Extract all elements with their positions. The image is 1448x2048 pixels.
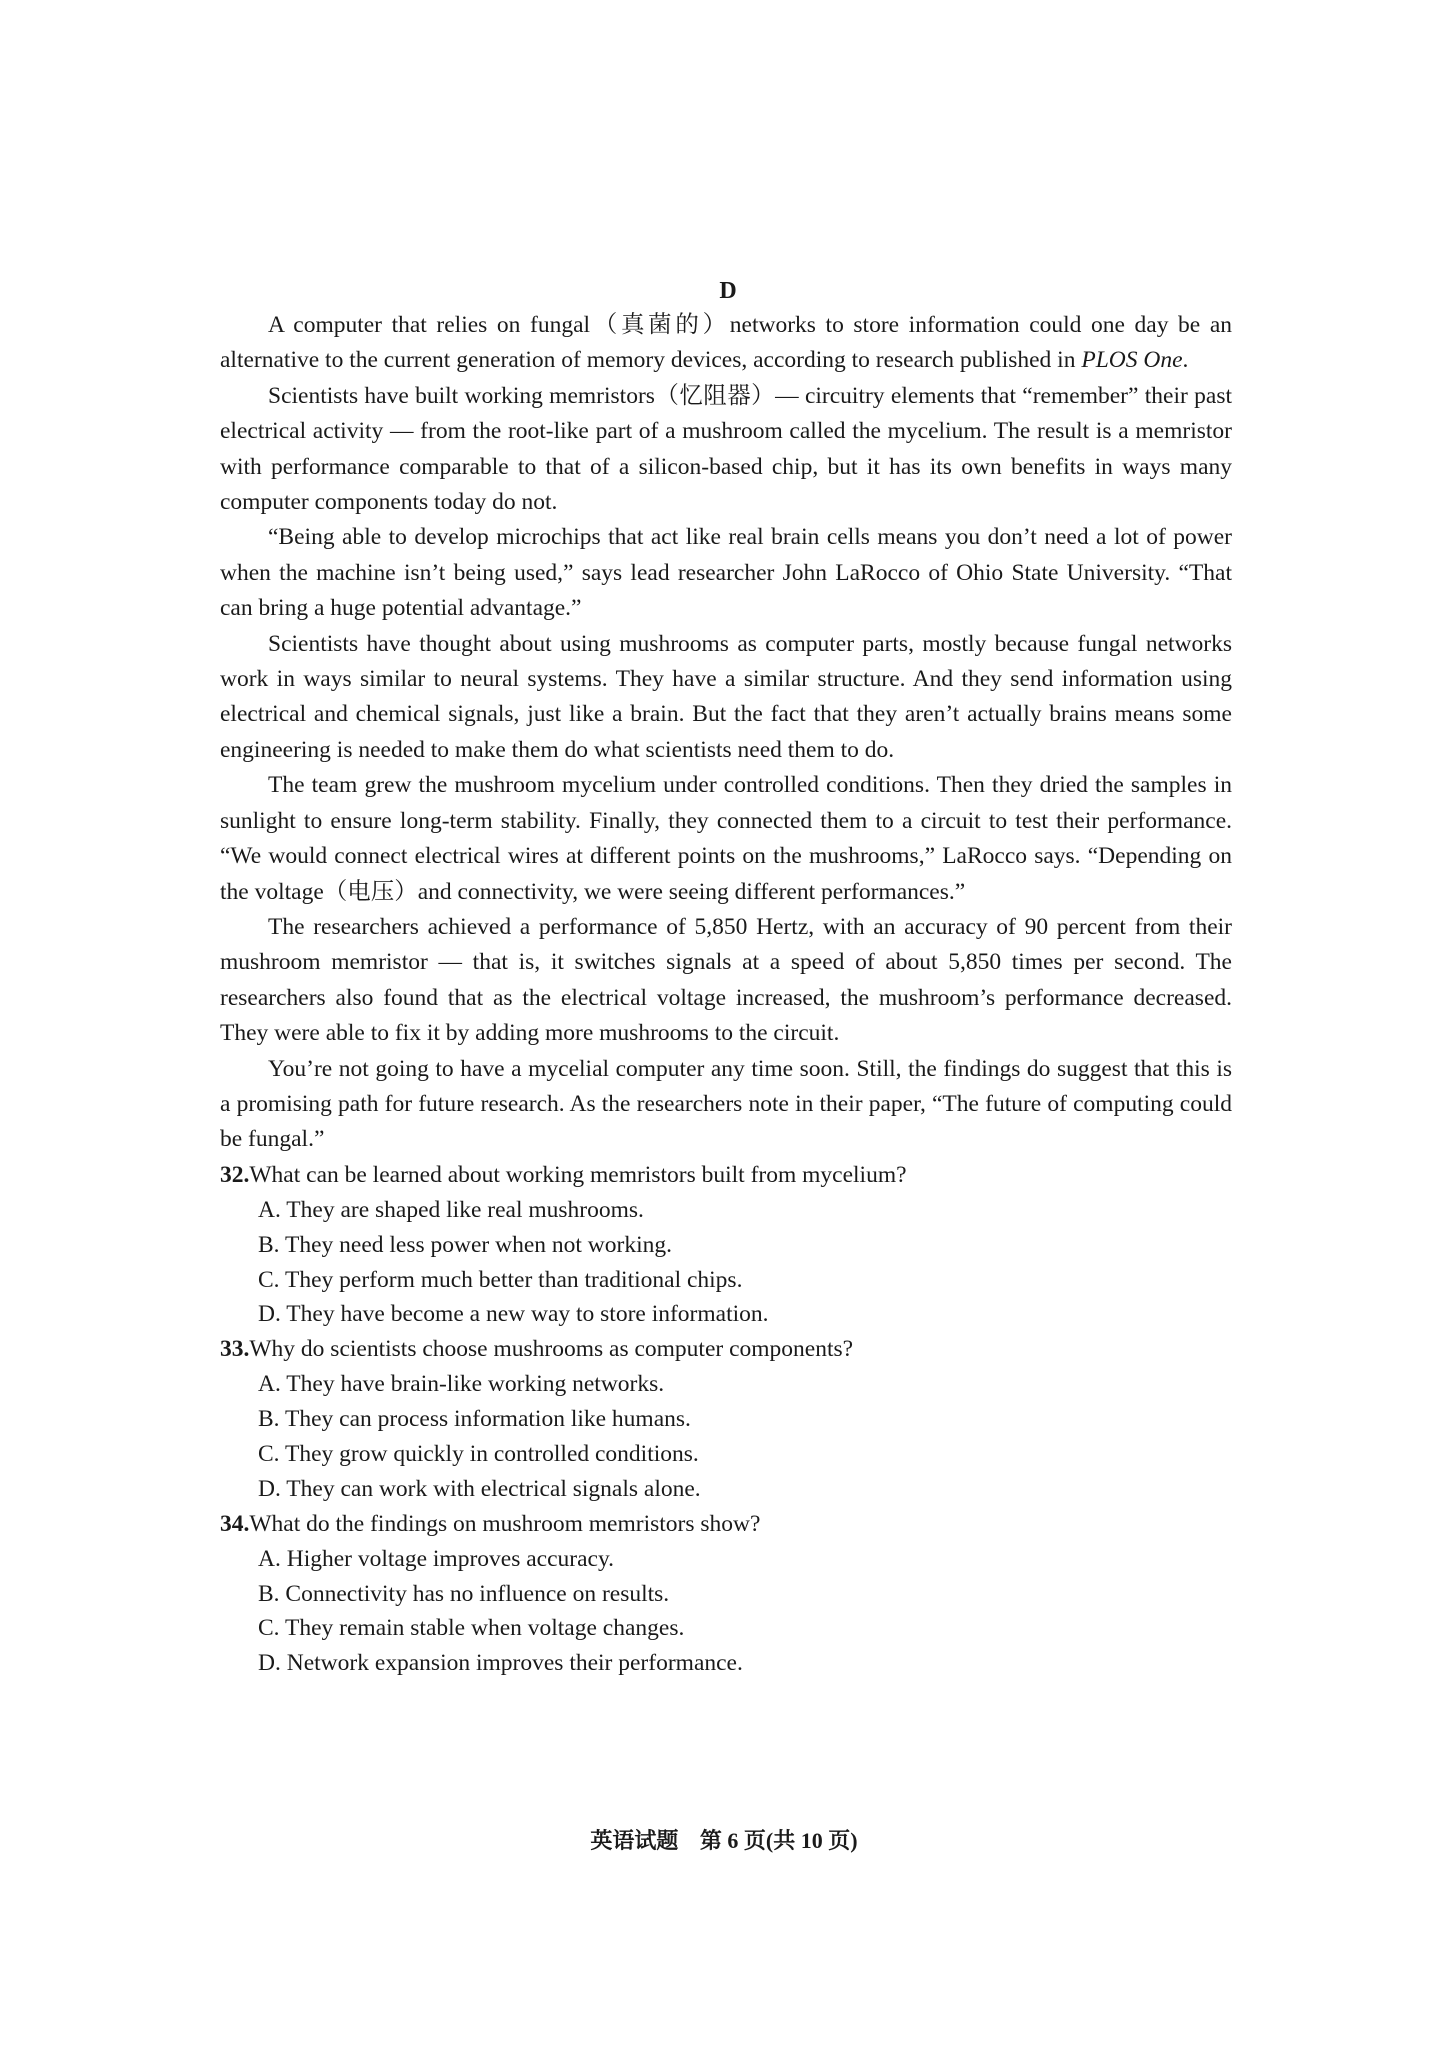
option-a: A. They have brain-like working networks.: [258, 1371, 665, 1398]
passage-paragraph-5: The team grew the mushroom mycelium under controlled conditions. Then they dried the samples in sunlight to ensure long-term stability. Finally, they connected them to a circuit to test their performance. “We would connect electrical wires at different points on the mushrooms,” LaRocco says. “Depending on the voltage（电压）and connectivity, we were seeing different performances.”: [220, 772, 1232, 905]
passage-paragraph-2: Scientists have built working memristors（忆阻器）— circuitry elements that “remember” their past electrical activity — from the root-like part of a mushroom called the mycelium. The result is a memristor with performance comparable to that of a silicon-based chip, but it has its own benefits in ways many computer components today do not.: [220, 382, 1232, 516]
option-a: A. They are shaped like real mushrooms.: [258, 1196, 644, 1223]
option-c: C. They remain stable when voltage changes.: [258, 1615, 685, 1642]
passage-paragraph-1: [220, 308, 1232, 379]
option-d: D. Network expansion improves their performance.: [258, 1650, 743, 1677]
question-number: 34.: [220, 1510, 250, 1537]
passage-paragraph-6: The researchers achieved a performance of 5,850 Hertz, with an accuracy of 90 percent from their mushroom memristor — that is, it switches signals at a speed of about 5,850 times per second. The researchers also found that as the electrical voltage increased, the mushroom’s performance decreased. They were able to fix it by adding more mushrooms to the circuit.: [220, 913, 1232, 1047]
option-a: A. Higher voltage improves accuracy.: [258, 1545, 615, 1572]
option-d: D. They have become a new way to store information.: [258, 1301, 769, 1328]
page-footer: [0, 1826, 1448, 1856]
option-c: C. They grow quickly in controlled conditions.: [258, 1440, 699, 1467]
option-b: B. They can process information like humans.: [258, 1406, 691, 1433]
question-number: 33.: [220, 1336, 250, 1363]
question-34: [220, 1507, 1232, 1681]
passage-paragraph-3: “Being able to develop microchips that act like real brain cells means you don’t need a lot of power when the machine isn’t being used,” says lead researcher John LaRocco of Ohio State University. “That can bring a huge potential advantage.”: [220, 524, 1232, 622]
footer-page-number: 第 6 页(共 10 页): [699, 1828, 858, 1853]
journal-title: PLOS One: [1081, 347, 1183, 374]
question-stem: [220, 1332, 1232, 1367]
option-b: B. Connectivity has no influence on results.: [258, 1580, 670, 1607]
option-b: B. They need less power when not working.: [258, 1231, 673, 1258]
option-d: D. They can work with electrical signals alone.: [258, 1475, 701, 1502]
paragraph-text: .: [1182, 347, 1189, 374]
question-number: 32.: [220, 1161, 250, 1188]
paragraph-text: A computer that relies on fungal（真菌的）networks to store information could one day be an alternative to the current generation of memory devices, according to research published in: [220, 312, 1232, 374]
question-32: [220, 1158, 1232, 1332]
passage-paragraph-7: You’re not going to have a mycelial computer any time soon. Still, the findings do suggest that this is a promising path for future research. As the researchers note in their paper, “The future of computing could be fungal.”: [220, 1055, 1232, 1153]
footer-subject: 英语试题: [590, 1828, 679, 1853]
question-text: What can be learned about working memristors built from mycelium?: [249, 1161, 907, 1188]
question-stem: [220, 1507, 1232, 1542]
question-text: Why do scientists choose mushrooms as computer components?: [249, 1336, 854, 1363]
exam-page: [220, 274, 1232, 1681]
section-heading: D: [719, 278, 737, 304]
question-stem: [220, 1158, 1232, 1193]
question-text: What do the findings on mushroom memristors show?: [249, 1510, 761, 1537]
question-33: [220, 1332, 1232, 1506]
option-c: C. They perform much better than traditional chips.: [258, 1266, 743, 1293]
passage-paragraph-4: Scientists have thought about using mushrooms as computer parts, mostly because fungal networks work in ways similar to neural systems. They have a similar structure. And they send information using electrical and chemical signals, just like a brain. But the fact that they aren’t actually brains means some engineering is needed to make them do what scientists need them to do.: [220, 630, 1232, 763]
